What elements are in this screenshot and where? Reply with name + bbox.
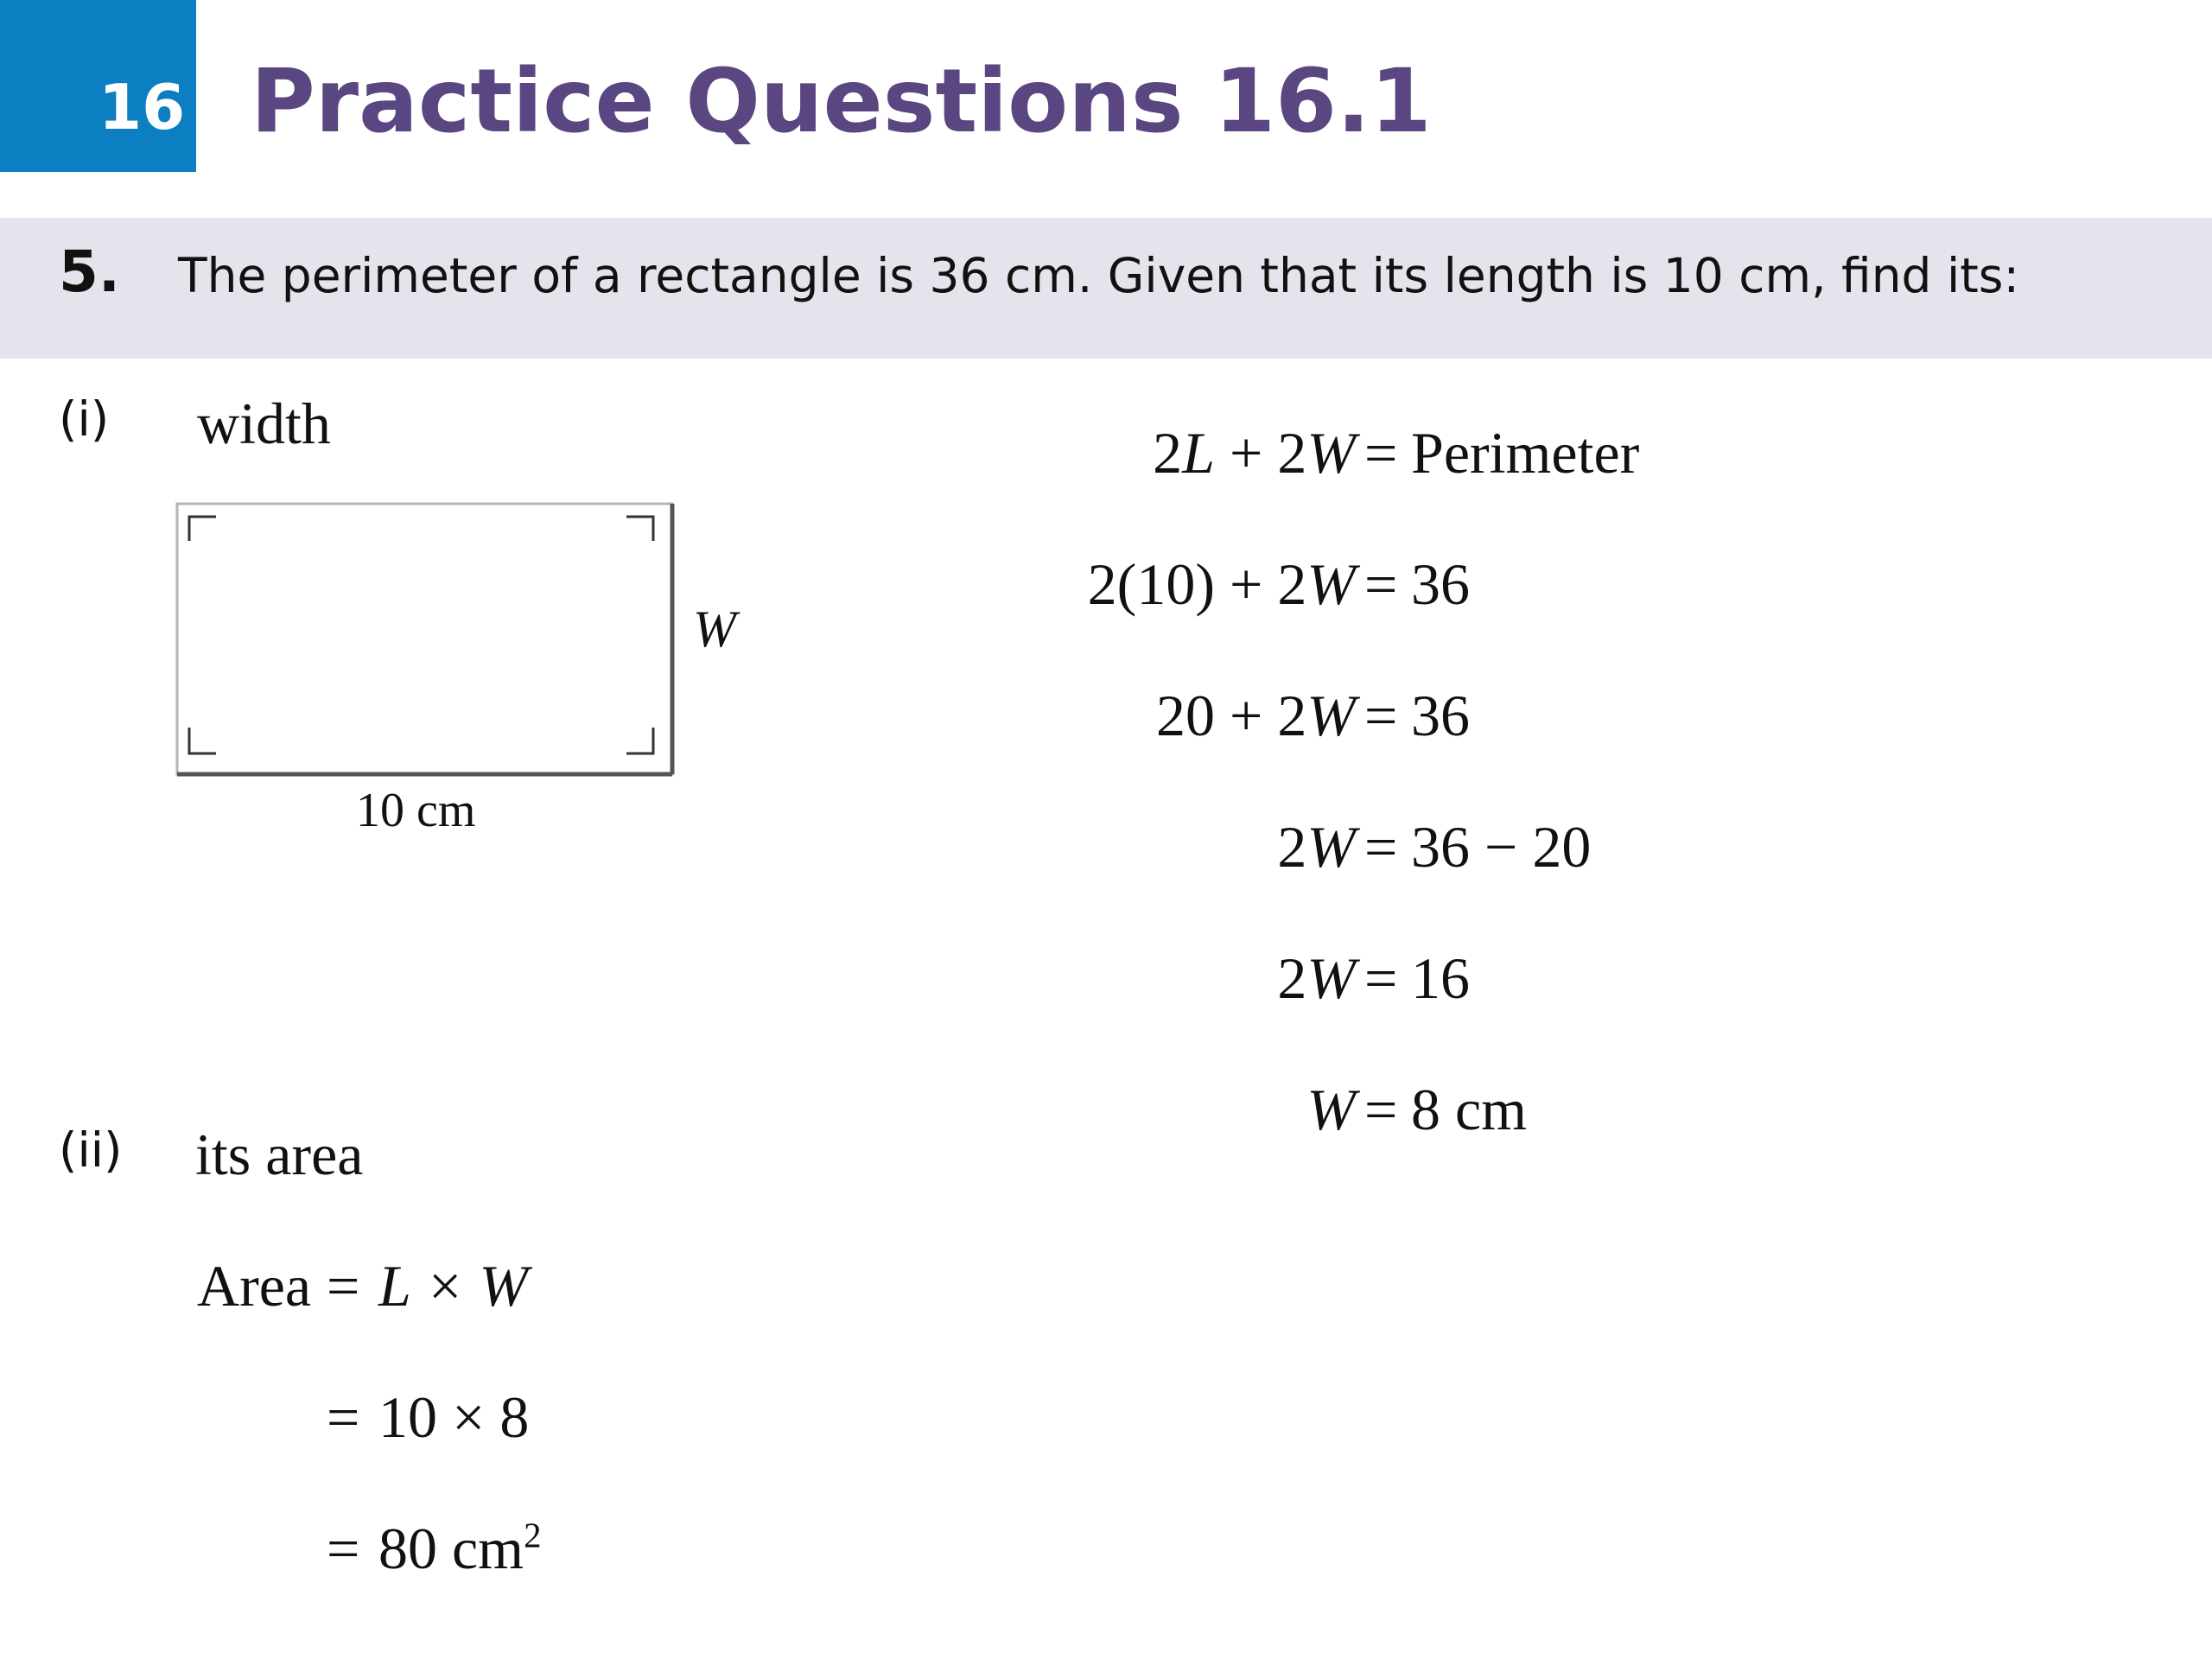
part-ii-text: its area	[195, 1122, 364, 1187]
right-angle-marker-top-left	[189, 517, 216, 541]
part-i-label: (i)	[59, 391, 110, 447]
equation-lhs: W	[1306, 1077, 1356, 1142]
equation-rhs: 36 − 20	[1411, 814, 1592, 880]
equation-lhs: 2W	[1277, 814, 1356, 880]
equation-rhs: Perimeter	[1411, 420, 1640, 486]
area-lhs: Area	[197, 1253, 312, 1319]
equals-sign: =	[1364, 420, 1398, 486]
equals-sign: =	[1364, 683, 1398, 748]
side-label-w: W	[693, 601, 736, 658]
area-substitution: 10 × 8	[378, 1384, 530, 1450]
area-answer-exponent: 2	[524, 1516, 542, 1555]
equals-sign: =	[1364, 1077, 1398, 1142]
part-ii-label: (ii)	[59, 1122, 123, 1178]
page-title: Practice Questions 16.1	[251, 50, 1432, 153]
equals-sign: =	[327, 1253, 360, 1319]
right-angle-marker-bottom-left	[189, 728, 216, 753]
equation-rhs: 36	[1411, 683, 1470, 748]
equals-sign: =	[327, 1384, 360, 1450]
area-answer	[378, 1516, 542, 1581]
right-angle-marker-top-right	[626, 517, 653, 541]
equation-rhs: 36	[1411, 551, 1470, 617]
equation-lhs: 20 + 2W	[1155, 683, 1356, 748]
question-number: 5.	[59, 238, 120, 305]
rectangle-outline	[177, 504, 672, 774]
equation-rhs: 16	[1411, 945, 1470, 1011]
equals-sign: =	[327, 1516, 360, 1581]
equation-rhs-answer: 8 cm	[1411, 1077, 1528, 1142]
area-answer-value: 80 cm	[378, 1516, 524, 1581]
equals-sign: =	[1364, 814, 1398, 880]
chapter-number: 16	[99, 71, 186, 143]
part-i-text: width	[197, 391, 331, 456]
equals-sign: =	[1364, 945, 1398, 1011]
equation-lhs: 2W	[1277, 945, 1356, 1011]
equation-lhs: 2(10) + 2W	[1087, 551, 1356, 617]
right-angle-marker-bottom-right	[626, 728, 653, 753]
question-text: The perimeter of a rectangle is 36 cm. Given that its length is 10 cm, find its:	[178, 248, 2019, 303]
area-formula: L × W	[378, 1253, 529, 1319]
equals-sign: =	[1364, 551, 1398, 617]
bottom-label-length: 10 cm	[356, 784, 476, 837]
equation-row: 2L + 2W	[1153, 420, 1356, 486]
